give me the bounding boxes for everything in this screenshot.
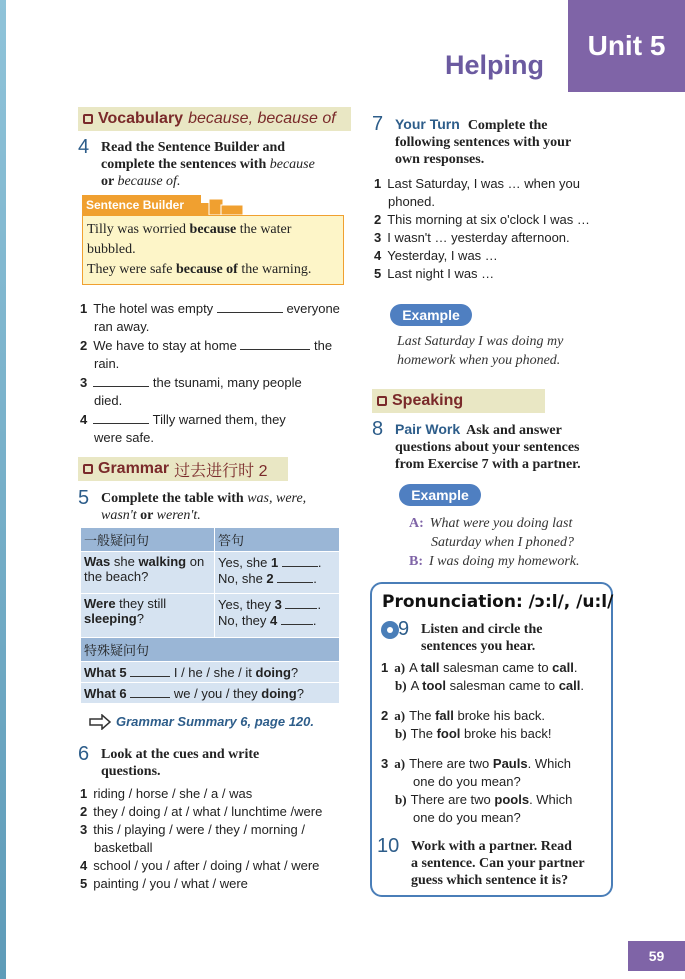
item-text: ran away. [94, 319, 150, 334]
example-badge-7: Example [390, 304, 472, 326]
answer-blank[interactable] [217, 300, 283, 313]
table-row-2-question [81, 594, 215, 638]
example-7-line-2: homework when you phoned. [397, 353, 561, 368]
item-text: painting / you / what / were [93, 876, 248, 891]
exercise-10-number: 10 [377, 835, 400, 857]
list-item [80, 875, 365, 893]
ex8-line-a: Ask and answer [466, 423, 562, 438]
list-item [374, 211, 619, 229]
table-row-3 [81, 662, 340, 683]
page-title: Helping [445, 50, 544, 80]
cell-text: ? [290, 665, 299, 680]
bold-word: doing [261, 686, 297, 701]
pronunciation-title: Pronunciation: /ɔ:l/, /u:l/ [382, 592, 614, 612]
ex7-line-a: Complete the [467, 118, 548, 133]
item-text: rain. [94, 356, 120, 371]
example-7-text [397, 332, 563, 370]
ex9-line-a: Listen and circle the [421, 622, 543, 637]
blank-number: 3 [274, 597, 282, 612]
unit-tab: Unit 5 [568, 0, 685, 92]
ex7-line-b: following sentences with your [395, 135, 572, 150]
list-item [80, 821, 365, 839]
example-8-dialogue [409, 514, 580, 571]
vocab-item-4 [80, 411, 360, 447]
exercise-4-number: 4 [78, 136, 90, 158]
cell-text: we / you / they [170, 686, 262, 701]
sb-line2-c: the warning. [237, 262, 312, 277]
example-7-line-1: Last Saturday I was doing my [397, 334, 564, 349]
item-number: 1 [80, 301, 88, 316]
item-text: this / playing / were / they / morning / [93, 822, 305, 837]
bold-word: What 6 [84, 686, 127, 701]
item-number: 5 [80, 876, 88, 891]
table-header-answers: 答句 [215, 528, 340, 552]
ex4-line-c: or [101, 174, 114, 189]
item-text: Last Saturday, I was … when you [387, 176, 580, 191]
pron-item-3: 3 a) There are two Pauls. Which one do you mean? b) There are two pools. Which one do you mean? [381, 756, 573, 825]
item-number: 4 [80, 858, 88, 873]
speaker-a-line-2: Saturday when I phoned? [431, 535, 574, 550]
blank-number: 4 [270, 613, 278, 628]
ex5-italic-1: was, were, [247, 491, 307, 506]
item-text: I wasn't … yesterday afternoon. [387, 230, 570, 245]
exercise-10-instruction [411, 838, 611, 889]
ex4-line-a: Read the Sentence Builder and [101, 140, 286, 155]
vocab-item-2 [80, 337, 360, 373]
cell-text: ? [296, 686, 304, 701]
speaker-a-line-1: What were you doing last [429, 516, 573, 531]
exercise-7-instruction [395, 116, 625, 168]
item-text: Tilly warned them, they [152, 412, 286, 427]
item-number: 3 [374, 230, 382, 245]
list-item [80, 785, 365, 803]
ex9-line-b: sentences you hear. [421, 639, 536, 654]
item-text: We have to stay at home [93, 338, 237, 353]
vocabulary-heading-text: Vocabulary [98, 110, 184, 127]
item-number: 1 [80, 786, 88, 801]
table-header-wh-q: 特殊疑问句 [81, 638, 340, 662]
arrow-right-icon [88, 714, 112, 734]
exercise-6-number: 6 [78, 743, 90, 765]
sb-line1-bold: because [189, 222, 237, 237]
item-text: were safe. [94, 430, 154, 445]
answer-blank[interactable] [130, 664, 170, 677]
ex4-line-c-italic: because of. [117, 174, 181, 189]
item-text: This morning at six o'clock I was … [387, 212, 590, 227]
item-number: 4 [80, 412, 88, 427]
ex5-line-a: Complete the table with [101, 491, 244, 506]
exercise-5-instruction [101, 490, 361, 524]
example-badge-8: Example [399, 484, 481, 506]
bold-word: What 5 [84, 665, 127, 680]
item-text: Yesterday, I was … [387, 248, 498, 263]
item-number: 5 [374, 266, 382, 281]
your-turn-label: Your Turn [395, 116, 460, 132]
bold-word: Was [84, 554, 111, 569]
exercise-5-number: 5 [78, 487, 90, 509]
bold-word: sleeping [84, 611, 137, 626]
table-row-4 [81, 683, 340, 704]
blank-number: 1 [271, 555, 279, 570]
cell-text: No, she [218, 571, 267, 586]
list-item [374, 265, 619, 283]
bold-word: Were [84, 596, 116, 611]
item-text: died. [94, 393, 123, 408]
section-marker-icon [83, 114, 93, 124]
pair-work-label: Pair Work [395, 421, 461, 437]
blank-number: 2 [266, 571, 274, 586]
ex4-line-b-italic: because [269, 157, 315, 172]
table-row-1-question [81, 552, 215, 594]
section-marker-icon [83, 464, 93, 474]
page-edge-strip [0, 0, 6, 979]
item-number: 3 [80, 375, 88, 390]
list-item [374, 229, 619, 247]
sb-line1-c: the water [236, 222, 292, 237]
ex8-line-b: questions about your sentences [395, 440, 580, 455]
item-text: the tsunami, many people [152, 375, 302, 390]
sb-line1-a: Tilly was worried [87, 222, 190, 237]
speaker-b-line-1: I was doing my homework. [429, 554, 580, 569]
cell-text: she [110, 554, 139, 569]
item-text: they / doing / at / what / lunchtime /were [93, 804, 323, 819]
answer-blank[interactable] [130, 685, 170, 698]
answer-blank[interactable] [93, 374, 149, 387]
answer-blank[interactable] [93, 411, 149, 424]
item-number: 4 [374, 248, 382, 263]
answer-blank[interactable] [277, 570, 313, 583]
exercise-4-instruction [101, 139, 361, 190]
exercise-6-instruction [101, 746, 361, 780]
exercise-7-list [374, 175, 619, 283]
sentence-builder-box [82, 215, 344, 285]
exercise-8-number: 8 [372, 418, 384, 440]
item-number: 2 [80, 338, 88, 353]
table-header-yes-no-q: 一般疑问句 [81, 528, 215, 552]
list-item: phoned. [388, 194, 435, 209]
cell-text: Yes, they [218, 597, 275, 612]
item-text: Last night I was … [387, 266, 495, 281]
exercise-8-instruction [395, 421, 625, 473]
list-item [374, 175, 619, 193]
ex4-line-b: complete the sentences with [101, 157, 267, 172]
answer-blank[interactable] [281, 612, 313, 625]
list-item [374, 247, 619, 265]
pron-item-2: 2 a) The fall broke his back. b) The fool broke his back! [381, 708, 552, 741]
item-text: riding / horse / she / a / was [93, 786, 253, 801]
ex10-line-a: Work with a partner. Read [411, 839, 572, 854]
ex7-line-c: own responses. [395, 152, 485, 167]
item-text: everyone [286, 301, 340, 316]
vocabulary-heading [78, 107, 351, 131]
list-item [80, 857, 365, 875]
item-number: 2 [80, 804, 88, 819]
speaker-b-label: B: [409, 554, 423, 569]
ex5-italic-2: wasn't [101, 508, 137, 523]
list-item: basketball [94, 840, 153, 855]
sb-line2-bold: because of [176, 262, 238, 277]
answer-blank[interactable] [282, 554, 318, 567]
pron-item-1: 1 a) A tall salesman came to call. b) A tool salesman came to call. [381, 660, 584, 693]
table-row-2-answer: Yes, they 3 . No, they 4 . [215, 594, 340, 638]
grammar-heading-sub: 过去进行时 2 [174, 462, 268, 480]
cell-text: ? [136, 611, 144, 626]
audio-cd-icon[interactable] [380, 620, 400, 644]
grammar-table [80, 527, 340, 704]
item-number: 1 [374, 176, 382, 191]
ex5-or: or [140, 508, 154, 523]
bold-word: doing [255, 665, 291, 680]
grammar-summary-link[interactable]: Grammar Summary 6, page 120. [116, 714, 314, 729]
vocab-item-3 [80, 374, 360, 410]
sentence-builder-steps-icon [197, 195, 245, 215]
item-number: 2 [374, 212, 382, 227]
grammar-heading [78, 457, 288, 481]
ex10-line-b: a sentence. Can your partner [411, 856, 585, 871]
exercise-7-number: 7 [372, 113, 384, 135]
speaking-heading [372, 389, 545, 413]
page-number: 59 [628, 941, 685, 971]
answer-blank[interactable] [240, 337, 310, 350]
cell-text: No, they [218, 613, 271, 628]
vocabulary-heading-sub: because, because of [188, 110, 336, 127]
cell-text: they still [115, 596, 167, 611]
cell-text: on the beach? [84, 554, 205, 584]
list-item [80, 803, 365, 821]
exercise-9-instruction [421, 621, 611, 655]
ex8-line-c: from Exercise 7 with a partner. [395, 457, 581, 472]
ex6-line-b: questions. [101, 764, 161, 779]
ex10-line-c: guess which sentence it is? [411, 873, 569, 888]
cell-text: Yes, she [218, 555, 272, 570]
exercise-9-number: 9 [398, 618, 410, 640]
grammar-heading-text: Grammar [98, 460, 170, 477]
cell-text: I / he / she / it [170, 665, 256, 680]
sentence-builder-title: Sentence Builder [82, 195, 201, 215]
answer-blank[interactable] [285, 596, 317, 609]
ex5-italic-3: weren't. [156, 508, 201, 523]
bold-word: walking [138, 554, 187, 569]
section-marker-icon [377, 396, 387, 406]
speaker-a-label: A: [409, 516, 424, 531]
item-text: The hotel was empty [93, 301, 214, 316]
exercise-6-list [80, 785, 365, 893]
speaking-heading-text: Speaking [392, 392, 464, 409]
vocab-item-1 [80, 300, 360, 336]
item-text: school / you / after / doing / what / were [93, 858, 320, 873]
sb-line1-d: bubbled. [87, 242, 136, 257]
ex6-line-a: Look at the cues and write [101, 747, 260, 762]
sb-line2-a: They were safe [87, 262, 177, 277]
item-text: the [314, 338, 333, 353]
table-row-1-answer: Yes, she 1 . No, she 2 . [215, 552, 340, 594]
item-number: 3 [80, 822, 88, 837]
